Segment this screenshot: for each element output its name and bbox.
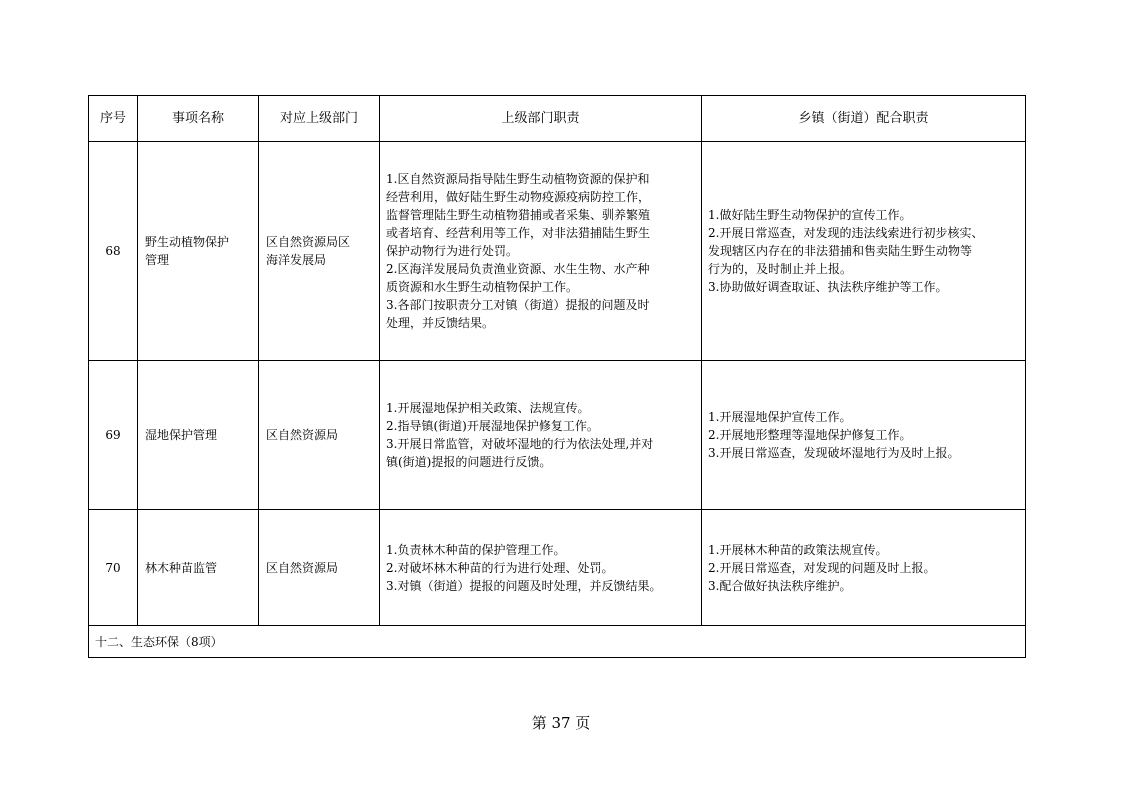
header-department: 对应上级部门 (259, 96, 380, 142)
table-row (89, 142, 1026, 361)
header-duties: 上级部门职责 (380, 96, 702, 142)
department: 区自然资源局 (259, 510, 380, 626)
cooperation-cell: 1.开展林木种苗的政策法规宣传。 2.开展日常巡查，对发现的问题及时上报。 3.配合做好执法秩序维护。 (702, 510, 1026, 626)
item-name: 林木种苗监管 (138, 510, 259, 626)
header-item-name: 事项名称 (138, 96, 259, 142)
table-row (89, 361, 1026, 510)
section-heading-row (89, 626, 1026, 658)
cooperation-cell: 1.开展湿地保护宣传工作。 2.开展地形整理等湿地保护修复工作。 3.开展日常巡查，发现破坏湿地行为及时上报。 (702, 361, 1026, 510)
duties-cell: 1.开展湿地保护相关政策、法规宣传。 2.指导镇(街道)开展湿地保护修复工作。 3.开展日常监管，对破坏湿地的行为依法处理,并对 镇(街道)提报的问题进行反馈。 (380, 361, 702, 510)
table-row (89, 510, 1026, 626)
cooperation-cell: 1.做好陆生野生动物保护的宣传工作。 2.开展日常巡查，对发现的违法线索进行初步核实、 发现辖区内存在的非法猎捕和售卖陆生野生动物等 行为的，及时制止并上报。 3.协助做好调查取证、执法秩序维护等工作。 (702, 142, 1026, 361)
duties-cell: 1.区自然资源局指导陆生野生动植物资源的保护和 经营利用，做好陆生野生动物疫源疫病防控工作， 监督管理陆生野生动植物猎捕或者采集、驯养繁殖 或者培育、经营利用等工作，对非法猎捕陆生野生 保护动物行为进行处罚。 2.区海洋发展局负责渔业资源、水生生物、水产种 质资源和水生野生动植物保护工作。 3.各部门按职责分工对镇（街道）提报的问题及时 处理，并反馈结果。 (380, 142, 702, 361)
row-number: 70 (89, 510, 138, 626)
department: 区自然资源局区 海洋发展局 (259, 142, 380, 361)
header-number: 序号 (89, 96, 138, 142)
item-name: 湿地保护管理 (138, 361, 259, 510)
header-cooperation: 乡镇（街道）配合职责 (702, 96, 1026, 142)
row-number: 69 (89, 361, 138, 510)
row-number: 68 (89, 142, 138, 361)
department: 区自然资源局 (259, 361, 380, 510)
page-number: 第 37 页 (531, 714, 591, 732)
duty-table (88, 95, 1026, 658)
item-name: 野生动植物保护 管理 (138, 142, 259, 361)
table-header-row (89, 96, 1026, 142)
duties-cell: 1.负责林木种苗的保护管理工作。 2.对破坏林木种苗的行为进行处理、处罚。 3.对镇（街道）提报的问题及时处理，并反馈结果。 (380, 510, 702, 626)
section-heading: 十二、生态环保（8项） (89, 626, 1026, 658)
